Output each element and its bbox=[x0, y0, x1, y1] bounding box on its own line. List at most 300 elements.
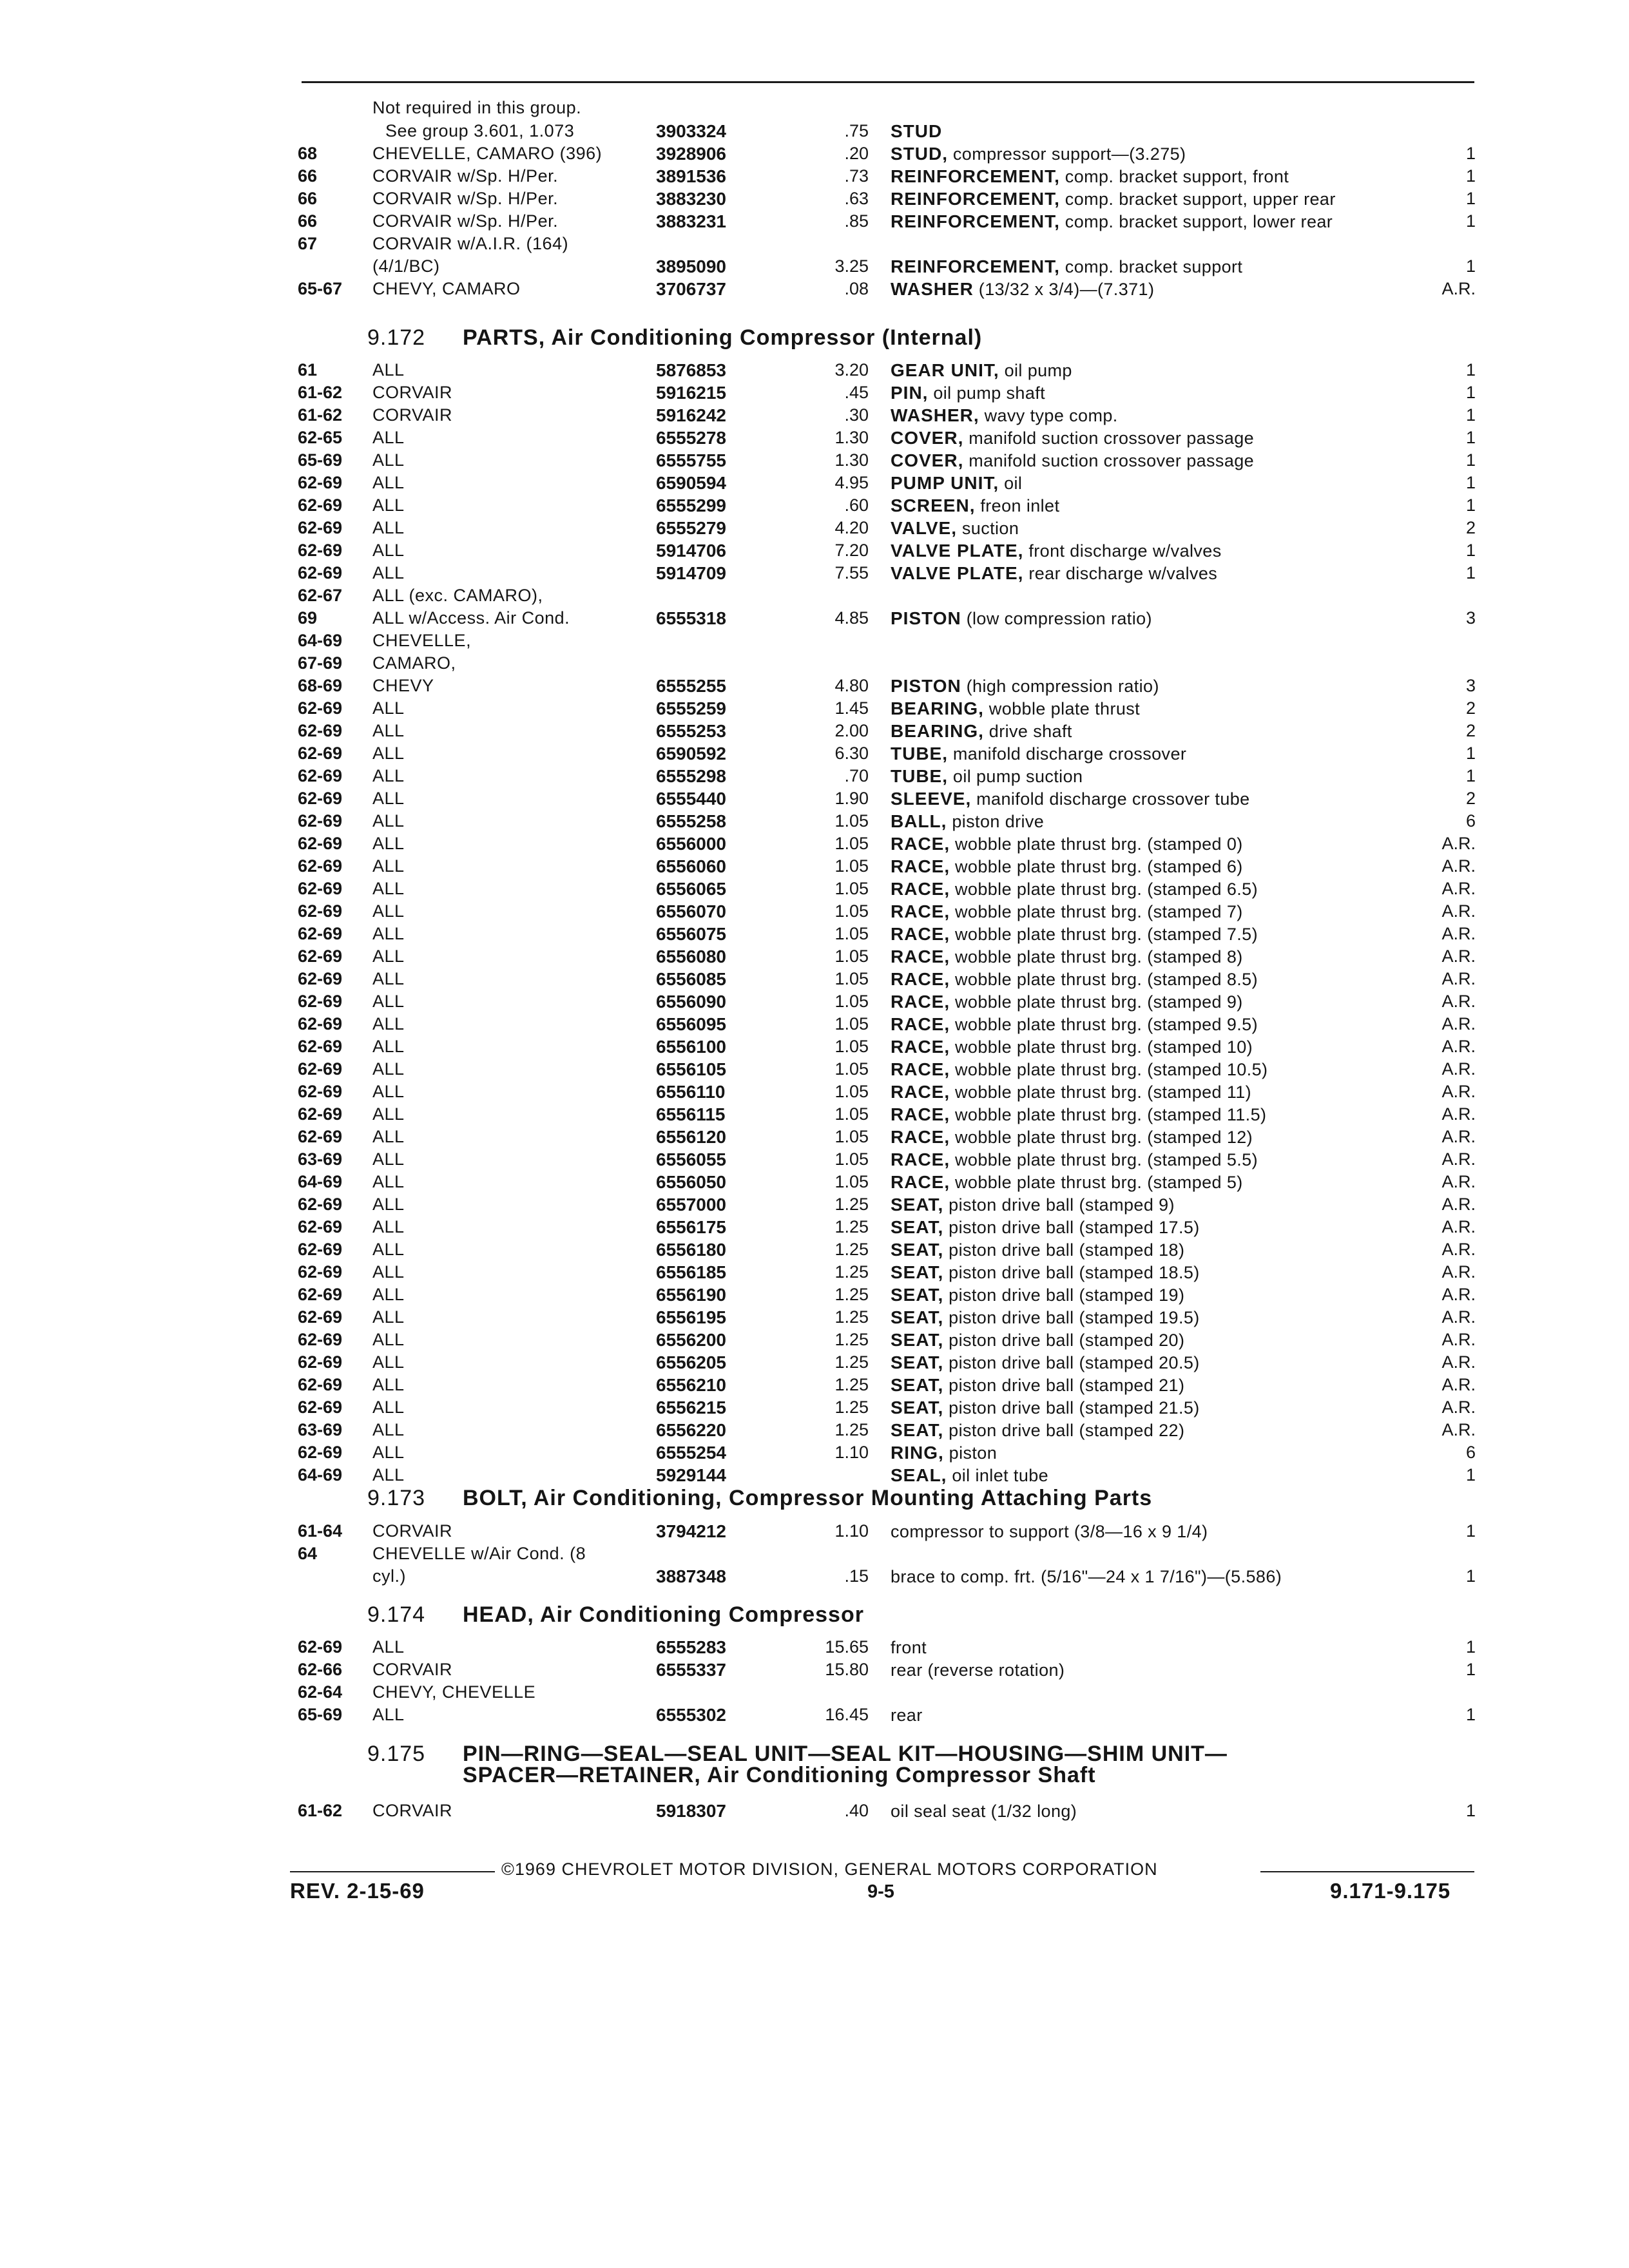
list-price: 1.30 bbox=[834, 428, 869, 447]
parts-row bbox=[0, 1216, 1629, 1238]
parts-row bbox=[0, 1035, 1629, 1058]
list-price: 1.05 bbox=[834, 811, 869, 831]
quantity: 1 bbox=[1465, 1705, 1476, 1724]
part-number: 6556100 bbox=[656, 1037, 727, 1057]
part-detail: wobble plate thrust brg. (stamped 8.5) bbox=[950, 970, 1258, 989]
part-number: 6555440 bbox=[656, 789, 727, 809]
part-description bbox=[891, 697, 1140, 720]
part-name: REINFORCEMENT, bbox=[891, 211, 1060, 231]
part-name: SEAT, bbox=[891, 1375, 944, 1395]
parts-row bbox=[0, 968, 1629, 990]
part-detail: freon inlet bbox=[975, 496, 1060, 515]
parts-row bbox=[0, 1081, 1629, 1103]
quantity: A.R. bbox=[1441, 879, 1476, 898]
model-name: ALL bbox=[372, 518, 405, 537]
part-number: 6555299 bbox=[656, 495, 727, 515]
model-name: ALL bbox=[372, 450, 405, 470]
parts-row bbox=[0, 945, 1629, 968]
model-years: 62-69 bbox=[298, 721, 343, 740]
model-years: 62-69 bbox=[298, 518, 343, 537]
quantity: A.R. bbox=[1441, 1195, 1476, 1214]
list-price: 1.05 bbox=[834, 1014, 869, 1033]
part-description bbox=[891, 720, 1072, 743]
parts-row bbox=[0, 1542, 1629, 1565]
part-detail: wobble plate thrust brg. (stamped 9.5) bbox=[950, 1015, 1258, 1034]
quantity: A.R. bbox=[1441, 1375, 1476, 1394]
model-name: ALL bbox=[372, 1149, 405, 1169]
part-detail: piston bbox=[943, 1443, 998, 1463]
parts-row bbox=[0, 1013, 1629, 1035]
part-name: SEAT, bbox=[891, 1285, 944, 1305]
part-description bbox=[891, 923, 1258, 946]
part-name: PISTON bbox=[891, 608, 961, 628]
model-name: ALL bbox=[372, 360, 405, 380]
model-name: ALL bbox=[372, 428, 405, 447]
part-detail: brace to comp. frt. (5/16"—24 x 1 7/16")—(5.586) bbox=[891, 1567, 1282, 1586]
model-name: ALL bbox=[372, 924, 405, 943]
part-number: 6556185 bbox=[656, 1262, 727, 1282]
part-description bbox=[891, 187, 1336, 211]
section-number: 9.175 bbox=[367, 1742, 426, 1766]
part-name: RACE, bbox=[891, 901, 950, 921]
model-years: 62-69 bbox=[298, 698, 343, 718]
model-name: CHEVY, CHEVELLE bbox=[372, 1682, 536, 1702]
part-number: 6556220 bbox=[656, 1420, 727, 1440]
model-years: 62-69 bbox=[298, 834, 343, 853]
revision-date: REV. 2-15-69 bbox=[290, 1879, 425, 1903]
quantity: A.R. bbox=[1441, 1240, 1476, 1259]
list-price: 15.65 bbox=[825, 1637, 869, 1657]
part-name: REINFORCEMENT, bbox=[891, 189, 1060, 209]
quantity: 3 bbox=[1465, 608, 1476, 628]
part-name: RING, bbox=[891, 1443, 944, 1463]
model-years: 64-69 bbox=[298, 1172, 343, 1191]
part-description bbox=[891, 1520, 1208, 1543]
group-range: 9.171-9.175 bbox=[1330, 1879, 1451, 1903]
list-price: 1.05 bbox=[834, 992, 869, 1011]
list-price: .60 bbox=[844, 495, 869, 515]
model-name: (4/1/BC) bbox=[372, 256, 440, 276]
list-price: .40 bbox=[844, 1801, 869, 1820]
part-description bbox=[891, 494, 1059, 517]
parts-row bbox=[0, 381, 1629, 404]
parts-row bbox=[0, 720, 1629, 742]
model-years: 62-69 bbox=[298, 563, 343, 582]
model-name: ALL bbox=[372, 563, 405, 582]
list-price: 4.20 bbox=[834, 518, 869, 537]
list-price: 1.45 bbox=[834, 698, 869, 718]
list-price: 1.05 bbox=[834, 1059, 869, 1079]
model-name: ALL bbox=[372, 1705, 405, 1724]
part-number: 3903324 bbox=[656, 121, 727, 141]
part-number: 6555278 bbox=[656, 428, 727, 448]
model-years: 62-69 bbox=[298, 1307, 343, 1327]
model-name: ALL bbox=[372, 1285, 405, 1304]
list-price: 1.25 bbox=[834, 1330, 869, 1349]
model-name: ALL bbox=[372, 856, 405, 876]
quantity: A.R. bbox=[1441, 1285, 1476, 1304]
section-title: BOLT, Air Conditioning, Compressor Mounting Attaching Parts bbox=[463, 1486, 1153, 1510]
part-detail: (13/32 x 3/4)—(7.371) bbox=[973, 280, 1155, 299]
model-years: 64-69 bbox=[298, 631, 343, 650]
model-years: 65-69 bbox=[298, 1705, 343, 1724]
quantity: A.R. bbox=[1441, 1172, 1476, 1191]
model-years: 62-69 bbox=[298, 766, 343, 785]
part-number: 6555298 bbox=[656, 766, 727, 786]
quantity: 1 bbox=[1465, 563, 1476, 582]
parts-row bbox=[0, 472, 1629, 494]
part-number: 6556200 bbox=[656, 1330, 727, 1350]
part-number: 6556080 bbox=[656, 947, 727, 966]
parts-row bbox=[0, 832, 1629, 855]
list-price: 15.80 bbox=[825, 1660, 869, 1679]
parts-row bbox=[0, 427, 1629, 449]
list-price: 1.25 bbox=[834, 1240, 869, 1259]
part-detail: front bbox=[891, 1638, 927, 1657]
part-number: 6555255 bbox=[656, 676, 727, 696]
part-name: REINFORCEMENT, bbox=[891, 166, 1060, 186]
list-price: .75 bbox=[844, 121, 869, 140]
part-description bbox=[891, 1800, 1077, 1823]
part-detail: wobble plate thrust brg. (stamped 10.5) bbox=[950, 1060, 1268, 1079]
list-price: 1.05 bbox=[834, 1104, 869, 1124]
list-price: .45 bbox=[844, 383, 869, 402]
part-description bbox=[891, 1216, 1200, 1239]
part-detail: piston drive ball (stamped 21.5) bbox=[943, 1398, 1200, 1418]
part-number: 6555755 bbox=[656, 450, 727, 470]
parts-row bbox=[0, 449, 1629, 472]
part-description bbox=[891, 1171, 1243, 1194]
part-name: PUMP UNIT, bbox=[891, 473, 999, 493]
list-price: 1.25 bbox=[834, 1195, 869, 1214]
part-detail: oil pump bbox=[999, 361, 1072, 380]
part-detail: wobble plate thrust brg. (stamped 12) bbox=[950, 1128, 1253, 1147]
quantity: 1 bbox=[1465, 166, 1476, 186]
model-years: 62-69 bbox=[298, 947, 343, 966]
footer-rule-right bbox=[1260, 1871, 1474, 1872]
parts-row bbox=[0, 517, 1629, 539]
part-description bbox=[891, 1658, 1065, 1682]
parts-row bbox=[0, 1681, 1629, 1704]
model-years: 68-69 bbox=[298, 676, 343, 695]
list-price: 1.30 bbox=[834, 450, 869, 470]
part-detail: piston drive bbox=[947, 812, 1045, 831]
parts-row bbox=[0, 210, 1629, 233]
part-number: 6556190 bbox=[656, 1285, 727, 1305]
quantity: A.R. bbox=[1441, 1420, 1476, 1439]
part-name: SEAT, bbox=[891, 1330, 944, 1350]
part-description bbox=[891, 255, 1242, 278]
model-name: ALL bbox=[372, 1240, 405, 1259]
part-number: 3883230 bbox=[656, 189, 727, 209]
part-description bbox=[891, 359, 1072, 382]
part-name: WASHER bbox=[891, 279, 974, 299]
part-detail: manifold suction crossover passage bbox=[963, 428, 1255, 448]
list-price: .85 bbox=[844, 211, 869, 231]
model-years: 62-69 bbox=[298, 473, 343, 492]
model-name: ALL bbox=[372, 1443, 405, 1462]
model-name: ALL bbox=[372, 721, 405, 740]
section-header-9172 bbox=[367, 324, 982, 351]
part-description bbox=[891, 742, 1186, 765]
part-name: VALVE, bbox=[891, 518, 957, 538]
model-years: 65-67 bbox=[298, 279, 343, 298]
parts-row bbox=[0, 1464, 1629, 1486]
parts-row bbox=[0, 1329, 1629, 1351]
part-detail: comp. bracket support, front bbox=[1059, 167, 1289, 186]
parts-row bbox=[0, 1800, 1629, 1822]
list-price: .08 bbox=[844, 279, 869, 298]
section-number: 9.174 bbox=[367, 1602, 426, 1627]
model-years: 66 bbox=[298, 166, 318, 186]
quantity: 1 bbox=[1465, 211, 1476, 231]
quantity: A.R. bbox=[1441, 901, 1476, 921]
parts-row bbox=[0, 359, 1629, 381]
model-name: ALL bbox=[372, 1637, 405, 1657]
quantity: A.R. bbox=[1441, 969, 1476, 988]
quantity: 1 bbox=[1465, 144, 1476, 163]
part-name: SCREEN, bbox=[891, 495, 976, 515]
part-description bbox=[891, 1396, 1200, 1419]
quantity: 2 bbox=[1465, 698, 1476, 718]
part-name: WASHER, bbox=[891, 405, 979, 425]
model-years: 63-69 bbox=[298, 1149, 343, 1169]
part-number: 3891536 bbox=[656, 166, 727, 186]
model-years: 64 bbox=[298, 1544, 318, 1563]
part-description bbox=[891, 165, 1289, 188]
list-price: 1.05 bbox=[834, 879, 869, 898]
part-number: 6555283 bbox=[656, 1637, 727, 1657]
quantity: 1 bbox=[1465, 766, 1476, 785]
model-years: 62-67 bbox=[298, 586, 343, 605]
list-price: 1.90 bbox=[834, 789, 869, 808]
part-description bbox=[891, 1283, 1184, 1307]
list-price: 1.25 bbox=[834, 1307, 869, 1327]
part-description bbox=[891, 832, 1243, 856]
list-price: 1.05 bbox=[834, 1172, 869, 1191]
part-name: SEAT, bbox=[891, 1217, 944, 1237]
part-description bbox=[891, 210, 1333, 233]
parts-row bbox=[0, 584, 1629, 607]
model-name: ALL bbox=[372, 1082, 405, 1101]
quantity: A.R. bbox=[1441, 924, 1476, 943]
list-price: 1.25 bbox=[834, 1398, 869, 1417]
quantity: 1 bbox=[1465, 360, 1476, 380]
part-number: 6555254 bbox=[656, 1443, 727, 1463]
list-price: 4.95 bbox=[834, 473, 869, 492]
model-name: CORVAIR w/Sp. H/Per. bbox=[372, 189, 559, 208]
section-number: 9.172 bbox=[367, 325, 426, 350]
model-years: 62-69 bbox=[298, 744, 343, 763]
part-detail: piston drive ball (stamped 21) bbox=[943, 1376, 1185, 1395]
list-price: 7.20 bbox=[834, 541, 869, 560]
parts-row bbox=[0, 187, 1629, 210]
quantity: 1 bbox=[1465, 744, 1476, 763]
parts-row bbox=[0, 1283, 1629, 1306]
section-title: PARTS, Air Conditioning Compressor (Internal) bbox=[463, 325, 983, 350]
part-name: RACE, bbox=[891, 1104, 950, 1124]
part-detail: piston drive ball (stamped 18.5) bbox=[943, 1263, 1200, 1282]
quantity: 2 bbox=[1465, 721, 1476, 740]
part-detail: wobble plate thrust brg. (stamped 5) bbox=[950, 1173, 1243, 1192]
part-name: BEARING, bbox=[891, 698, 984, 718]
list-price: 1.05 bbox=[834, 856, 869, 876]
list-price: 4.85 bbox=[834, 608, 869, 628]
quantity: A.R. bbox=[1441, 1104, 1476, 1124]
parts-row bbox=[0, 1193, 1629, 1216]
model-years: 69 bbox=[298, 608, 318, 628]
part-description bbox=[891, 1081, 1251, 1104]
part-name: RACE, bbox=[891, 1059, 950, 1079]
quantity: A.R. bbox=[1441, 1307, 1476, 1327]
list-price: 1.05 bbox=[834, 834, 869, 853]
part-name: RACE, bbox=[891, 834, 950, 854]
part-description bbox=[891, 1013, 1258, 1036]
model-years: 61-62 bbox=[298, 1801, 343, 1820]
part-number: 5914709 bbox=[656, 563, 727, 583]
part-description bbox=[891, 1035, 1253, 1059]
parts-row bbox=[0, 1396, 1629, 1419]
quantity: 1 bbox=[1465, 428, 1476, 447]
list-price: 1.25 bbox=[834, 1375, 869, 1394]
parts-row bbox=[0, 629, 1629, 652]
model-name: ALL (exc. CAMARO), bbox=[372, 586, 543, 605]
model-name: CORVAIR bbox=[372, 1521, 453, 1541]
list-price: 2.00 bbox=[834, 721, 869, 740]
part-name: SEAT, bbox=[891, 1352, 944, 1372]
quantity: 1 bbox=[1465, 1660, 1476, 1679]
model-name: CORVAIR w/A.I.R. (164) bbox=[372, 234, 569, 253]
list-price: 7.55 bbox=[834, 563, 869, 582]
part-number: 6555318 bbox=[656, 608, 727, 628]
part-number: 6556110 bbox=[656, 1082, 726, 1102]
quantity: A.R. bbox=[1441, 1217, 1476, 1236]
model-years: 62-69 bbox=[298, 1285, 343, 1304]
part-detail: piston drive ball (stamped 9) bbox=[943, 1195, 1175, 1215]
intro-note: Not required in this group. bbox=[372, 98, 582, 117]
part-number: 3706737 bbox=[656, 279, 727, 299]
part-description bbox=[891, 878, 1258, 901]
part-description bbox=[891, 810, 1044, 833]
model-years: 62-69 bbox=[298, 1104, 343, 1124]
part-number: 6556195 bbox=[656, 1307, 727, 1327]
part-number: 6555302 bbox=[656, 1705, 727, 1725]
model-name: ALL w/Access. Air Cond. bbox=[372, 608, 570, 628]
section-number: 9.173 bbox=[367, 1486, 426, 1510]
quantity: 1 bbox=[1465, 450, 1476, 470]
part-number: 6556000 bbox=[656, 834, 727, 854]
list-price: 1.10 bbox=[834, 1443, 869, 1462]
model-years: 63-69 bbox=[298, 1420, 343, 1439]
part-number: 3883231 bbox=[656, 211, 727, 231]
list-price: 1.05 bbox=[834, 947, 869, 966]
part-description bbox=[891, 1636, 927, 1659]
part-description bbox=[891, 404, 1118, 427]
part-description bbox=[891, 1261, 1200, 1284]
model-years: 62-69 bbox=[298, 1014, 343, 1033]
quantity: 1 bbox=[1465, 1566, 1476, 1586]
part-number: 6556060 bbox=[656, 856, 727, 876]
list-price: 1.25 bbox=[834, 1217, 869, 1236]
quantity: 3 bbox=[1465, 676, 1476, 695]
quantity: A.R. bbox=[1441, 1127, 1476, 1146]
quantity: A.R. bbox=[1441, 1059, 1476, 1079]
model-years: 62-69 bbox=[298, 1398, 343, 1417]
model-years: 66 bbox=[298, 211, 318, 231]
model-years: 66 bbox=[298, 189, 318, 208]
parts-row bbox=[0, 1419, 1629, 1441]
part-detail: drive shaft bbox=[983, 722, 1072, 741]
part-description bbox=[891, 142, 1186, 166]
model-years: 62-69 bbox=[298, 1082, 343, 1101]
quantity: A.R. bbox=[1441, 1352, 1476, 1372]
part-name: REINFORCEMENT, bbox=[891, 256, 1060, 276]
part-name: COVER, bbox=[891, 450, 964, 470]
part-detail: wobble plate thrust brg. (stamped 6.5) bbox=[950, 879, 1258, 899]
list-price: 1.05 bbox=[834, 1082, 869, 1101]
part-name: SEAL, bbox=[891, 1465, 947, 1485]
part-description bbox=[891, 945, 1243, 968]
part-detail: wobble plate thrust brg. (stamped 6) bbox=[950, 857, 1243, 876]
section-header-9174 bbox=[367, 1601, 864, 1628]
part-name: SEAT, bbox=[891, 1420, 944, 1440]
part-detail: piston drive ball (stamped 22) bbox=[943, 1421, 1185, 1440]
model-name: ALL bbox=[372, 1127, 405, 1146]
model-name: ALL bbox=[372, 1330, 405, 1349]
part-description bbox=[891, 765, 1083, 788]
part-description bbox=[891, 1058, 1268, 1081]
quantity: 1 bbox=[1465, 189, 1476, 208]
section-header-9173 bbox=[367, 1485, 1152, 1512]
model-years: 67-69 bbox=[298, 653, 343, 673]
model-name: ALL bbox=[372, 789, 405, 808]
model-name: ALL bbox=[372, 698, 405, 718]
model-name: ALL bbox=[372, 879, 405, 898]
part-description bbox=[891, 449, 1254, 472]
part-detail: wobble plate thrust brg. (stamped 7) bbox=[950, 902, 1243, 921]
part-detail: oil pump suction bbox=[948, 767, 1083, 786]
list-price: 1.25 bbox=[834, 1262, 869, 1282]
part-description bbox=[891, 539, 1222, 562]
part-number: 6555258 bbox=[656, 811, 727, 831]
part-description bbox=[891, 1329, 1184, 1352]
part-description bbox=[891, 517, 1019, 540]
part-detail: piston drive ball (stamped 20.5) bbox=[943, 1353, 1200, 1372]
parts-row bbox=[0, 1306, 1629, 1329]
part-detail: manifold suction crossover passage bbox=[963, 451, 1255, 470]
model-years: 62-69 bbox=[298, 901, 343, 921]
page-number: 9-5 bbox=[867, 1881, 894, 1902]
part-detail: rear discharge w/valves bbox=[1023, 564, 1218, 583]
model-years: 62-69 bbox=[298, 969, 343, 988]
part-detail: oil inlet tube bbox=[947, 1466, 1049, 1485]
model-name: CORVAIR bbox=[372, 1801, 453, 1820]
model-name: CHEVELLE, bbox=[372, 631, 472, 650]
part-number: 6590594 bbox=[656, 473, 727, 493]
part-description bbox=[891, 675, 1159, 698]
parts-row bbox=[0, 900, 1629, 923]
model-name: cyl.) bbox=[372, 1566, 406, 1586]
part-description bbox=[891, 472, 1022, 495]
list-price: 1.05 bbox=[834, 969, 869, 988]
quantity: 1 bbox=[1465, 541, 1476, 560]
model-name: ALL bbox=[372, 1172, 405, 1191]
model-years: 61-64 bbox=[298, 1521, 343, 1541]
part-description bbox=[891, 1351, 1200, 1374]
part-detail: wobble plate thrust brg. (stamped 11.5) bbox=[950, 1105, 1267, 1124]
part-name: RACE, bbox=[891, 1082, 950, 1102]
parts-row bbox=[0, 878, 1629, 900]
